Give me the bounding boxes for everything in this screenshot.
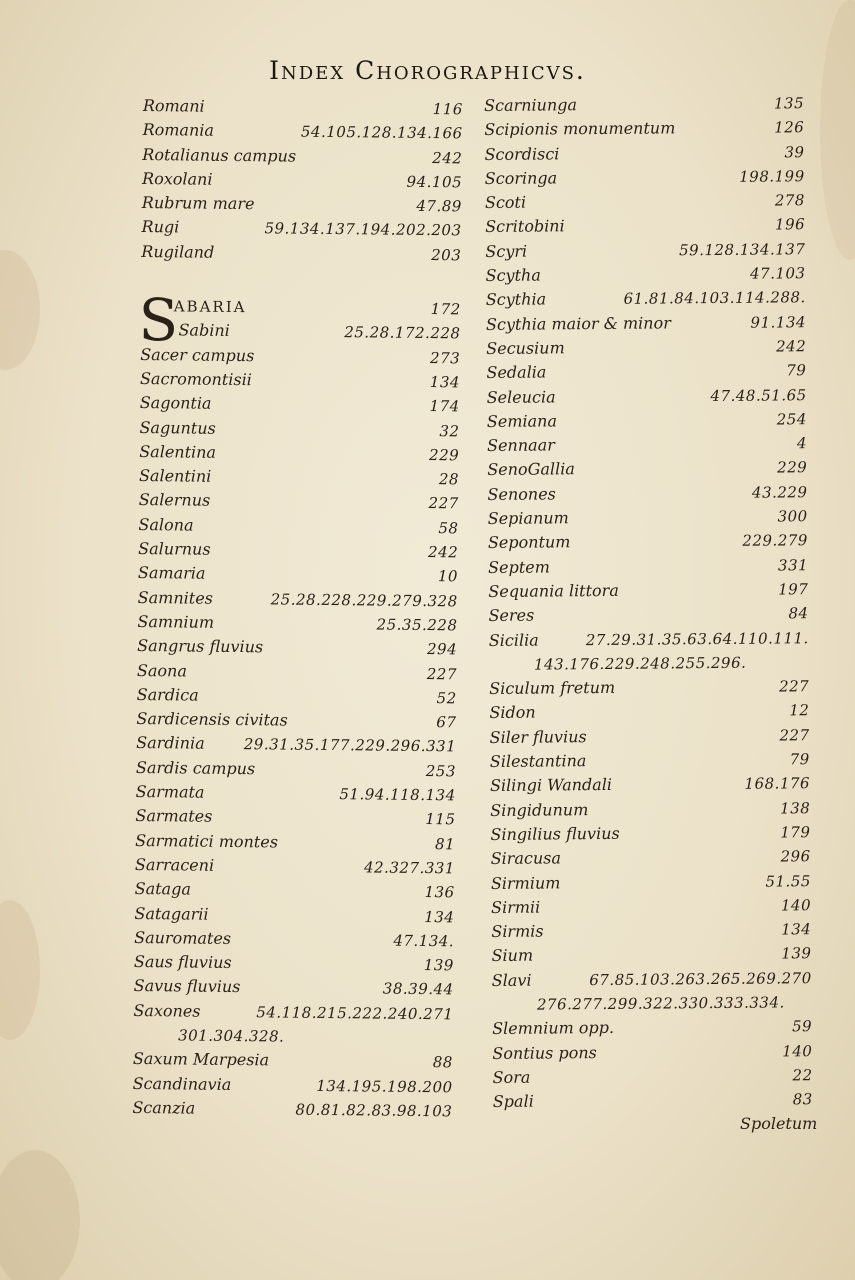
index-entry — [137, 610, 467, 638]
drop-cap: S — [138, 286, 179, 355]
index-entry — [137, 634, 467, 662]
entry-name: Sirmis — [491, 921, 544, 942]
index-entry — [486, 334, 816, 361]
entry-name: ABARIA — [173, 297, 247, 317]
index-entry — [142, 167, 472, 195]
entry-pages: 198.199 — [739, 167, 805, 186]
index-entry — [139, 416, 469, 444]
index-entry — [133, 999, 463, 1027]
catchword: Spoletum — [740, 1114, 818, 1133]
index-entry — [487, 480, 817, 507]
index-entry — [485, 261, 815, 288]
index-entry — [490, 820, 820, 847]
entry-name: Seres — [488, 605, 535, 626]
index-entry — [134, 901, 464, 929]
entry-pages: 58 — [438, 518, 459, 538]
entry-pages: 126 — [774, 118, 805, 137]
entry-pages: 294 — [426, 640, 458, 659]
index-entry — [135, 853, 465, 881]
index-entry-continuation — [133, 1023, 463, 1051]
entry-name: Sepianum — [487, 508, 569, 529]
entry-pages: 51.94.118.134 — [339, 785, 456, 805]
entry-pages: 174 — [429, 397, 460, 416]
entry-name: Sardicensis civitas — [136, 709, 288, 730]
index-entry — [140, 343, 470, 371]
index-entry — [142, 191, 472, 219]
index-entry — [134, 950, 464, 978]
index-entry — [138, 561, 468, 589]
entry-pages: 39 — [784, 142, 805, 161]
index-entry — [138, 513, 468, 541]
entry-pages: 115 — [425, 810, 456, 829]
index-entry — [484, 91, 814, 118]
entry-pages: 242 — [432, 148, 463, 167]
index-entry — [139, 440, 469, 468]
entry-pages: 43.229 — [751, 482, 808, 502]
entry-name: Sangrus fluvius — [137, 636, 264, 657]
entry-name: Silingi Wandali — [489, 775, 613, 796]
entry-pages: 54.118.215.222.240.271 — [256, 1002, 454, 1023]
entry-name: Salentini — [138, 466, 212, 486]
entry-pages: 38.39.44 — [382, 979, 454, 999]
entry-name: Silestantina — [489, 751, 587, 771]
index-entry — [132, 1096, 462, 1124]
index-entry — [134, 974, 464, 1002]
index-entry — [484, 115, 814, 142]
entry-pages: 10 — [437, 567, 459, 586]
index-entry — [487, 407, 817, 434]
index-entry — [487, 456, 817, 483]
entry-name: Spali — [492, 1091, 534, 1112]
index-entry — [133, 1047, 463, 1075]
entry-name: Saxones — [133, 1000, 201, 1021]
entry-pages: 32 — [439, 421, 460, 440]
entry-pages: 52 — [436, 688, 457, 708]
entry-name: Slemnium opp. — [492, 1018, 615, 1039]
index-entry — [492, 1039, 822, 1066]
index-entry — [491, 941, 821, 968]
index-entry — [140, 391, 470, 419]
entry-pages: 140 — [780, 895, 812, 915]
entry-name: Salentina — [139, 441, 217, 462]
entry-name: Rotalianus campus — [142, 144, 297, 166]
index-entry — [489, 626, 819, 653]
entry-pages: 301.304.328. — [178, 1026, 285, 1046]
index-entry — [135, 877, 465, 905]
index-entry — [141, 240, 471, 268]
entry-name: Slavi — [491, 970, 532, 990]
entry-pages: 227 — [428, 494, 459, 513]
paper-stain — [0, 1150, 80, 1280]
entry-name: Saguntus — [139, 417, 216, 438]
entry-name: Sora — [492, 1067, 531, 1087]
section-gap — [141, 264, 471, 297]
entry-pages: 80.81.82.83.98.103 — [295, 1100, 453, 1121]
entry-name: Semiana — [486, 411, 558, 431]
index-entry — [485, 213, 815, 240]
entry-pages: 253 — [425, 761, 457, 781]
entry-name: Scythia maior & minor — [485, 313, 671, 334]
entry-pages: 84 — [788, 604, 809, 623]
entry-name: Singidunum — [490, 799, 589, 820]
index-entry — [136, 756, 466, 784]
entry-name: Scandinavia — [132, 1073, 232, 1094]
entry-pages: 138 — [780, 798, 811, 818]
index-entry — [485, 164, 815, 191]
entry-pages: 196 — [774, 215, 806, 234]
entry-name: Samnium — [137, 611, 215, 632]
index-entry — [492, 1063, 822, 1090]
entry-pages: 296 — [780, 847, 811, 866]
entry-name: Senones — [487, 484, 556, 504]
index-entry — [488, 577, 818, 604]
entry-name: Savus fluvius — [133, 976, 241, 997]
entry-pages: 276.277.299.322.330.333.334. — [536, 993, 785, 1014]
index-entry — [133, 1072, 463, 1100]
entry-name: Rubrum mare — [141, 193, 255, 214]
entry-name: Saona — [136, 660, 188, 681]
index-entry — [486, 310, 816, 337]
index-entry — [491, 844, 821, 871]
entry-pages: 227 — [778, 677, 810, 696]
entry-name: Sontius pons — [492, 1042, 597, 1063]
entry-pages: 12 — [789, 701, 810, 720]
index-entry — [139, 464, 469, 492]
entry-pages: 88 — [432, 1053, 453, 1072]
entry-pages: 83 — [792, 1090, 813, 1109]
index-entry — [135, 804, 465, 832]
entry-pages: 4 — [796, 434, 808, 453]
index-entry — [492, 966, 822, 993]
entry-name: Sennaar — [486, 435, 555, 456]
entry-name: Sarmata — [135, 781, 205, 802]
entry-name: Scarniunga — [484, 95, 578, 115]
entry-name: Sequania littora — [488, 580, 619, 601]
entry-name: Scritobini — [485, 216, 565, 237]
entry-name: Sardinia — [136, 733, 205, 754]
left-index-column — [132, 94, 473, 1124]
index-entry — [134, 926, 464, 954]
entry-name: Scoti — [484, 192, 527, 213]
index-entry — [487, 383, 817, 410]
entry-pages: 197 — [778, 580, 809, 599]
index-entry — [489, 699, 819, 726]
entry-name: Sarmatici montes — [135, 830, 279, 852]
index-entry — [139, 488, 469, 516]
paper-stain — [0, 250, 40, 370]
entry-pages: 59 — [791, 1017, 813, 1036]
entry-pages: 94.105 — [406, 172, 463, 192]
entry-pages: 25.28.172.228 — [344, 323, 461, 343]
entry-name: Rugi — [141, 217, 180, 237]
entry-pages: 172 — [430, 300, 461, 319]
entry-pages: 28 — [438, 470, 460, 489]
index-entry — [490, 796, 820, 823]
index-entry — [485, 237, 815, 264]
entry-pages: 116 — [432, 100, 463, 119]
index-entry — [486, 358, 816, 385]
index-entry — [492, 1014, 822, 1041]
index-entry — [488, 528, 818, 555]
paper-stain — [0, 900, 40, 1040]
entry-name: Sidon — [489, 702, 536, 723]
entry-pages: 278 — [774, 191, 806, 210]
entry-name: Scyri — [485, 241, 528, 261]
entry-name: Siracusa — [490, 848, 562, 869]
index-entry — [136, 707, 466, 735]
entry-pages: 51.55 — [765, 871, 811, 891]
entry-pages: 229 — [429, 445, 460, 465]
entry-name: Sirmii — [491, 897, 541, 917]
index-entry — [142, 143, 472, 171]
index-entry — [484, 140, 814, 167]
entry-pages: 227 — [426, 664, 458, 683]
entry-name: Saxum Marpesia — [132, 1049, 270, 1070]
index-entry — [490, 723, 820, 750]
entry-name: Romani — [142, 95, 205, 116]
entry-name: Sium — [491, 945, 534, 966]
index-entry — [143, 94, 473, 122]
entry-name: SenoGallia — [487, 459, 575, 480]
entry-name: Sardis campus — [135, 757, 256, 778]
entry-name: Sauromates — [134, 927, 232, 948]
index-entry — [142, 118, 472, 146]
index-entry — [135, 829, 465, 857]
entry-pages: 140 — [782, 1041, 813, 1061]
entry-name: Roxolani — [142, 168, 213, 189]
entry-pages: 67.85.103.263.265.269.270 — [589, 968, 812, 989]
entry-pages: 134 — [424, 907, 455, 926]
entry-pages: 331 — [777, 555, 809, 575]
entry-name: Sicilia — [488, 630, 539, 650]
entry-name: Siler fluvius — [489, 726, 587, 747]
entry-name: Salernus — [138, 490, 211, 511]
index-entry — [138, 586, 468, 614]
entry-pages: 134 — [781, 920, 812, 939]
index-entry — [486, 285, 816, 312]
index-entry — [140, 367, 470, 395]
entry-pages: 300 — [777, 507, 808, 526]
entry-pages: 229 — [777, 458, 808, 477]
entry-pages: 273 — [430, 348, 461, 368]
entry-pages: 25.28.228.229.279.328 — [270, 590, 458, 610]
entry-pages: 59.134.137.194.202.203 — [264, 219, 462, 240]
index-entry — [488, 601, 818, 628]
entry-pages: 54.105.128.134.166 — [300, 122, 463, 143]
index-entry — [491, 893, 821, 920]
entry-pages: 242 — [427, 543, 459, 562]
entry-pages: 22 — [792, 1066, 813, 1085]
entry-pages: 139 — [781, 944, 812, 963]
entry-name: Scoringa — [484, 168, 558, 188]
entry-pages: 134.195.198.200 — [316, 1076, 453, 1096]
entry-pages: 135 — [773, 94, 805, 113]
entry-pages: 81 — [434, 834, 456, 853]
entry-pages: 143.176.229.248.255.296. — [533, 653, 747, 674]
entry-name: Seleucia — [486, 386, 556, 407]
index-entry — [485, 188, 815, 215]
entry-pages: 47.48.51.65 — [710, 385, 807, 405]
index-entry — [493, 1087, 823, 1114]
entry-name: Salona — [138, 514, 194, 535]
entry-name: Siculum fretum — [489, 678, 616, 699]
entry-pages: 136 — [424, 883, 455, 902]
entry-name: Sarmates — [135, 806, 213, 827]
entry-name: Sacer campus — [140, 344, 255, 365]
index-entry — [137, 683, 467, 711]
entry-name: Sagontia — [139, 393, 212, 413]
entry-pages: 134 — [429, 372, 461, 392]
index-entry — [488, 553, 818, 580]
entry-name: Salurnus — [138, 539, 211, 559]
entry-name: Sacromontisii — [139, 368, 252, 390]
entry-pages: 61.81.84.103.114.288. — [623, 288, 806, 309]
index-entry — [490, 771, 820, 798]
entry-name: Sirmium — [490, 872, 561, 893]
entry-pages: 47.103 — [750, 264, 806, 283]
index-entry — [487, 431, 817, 458]
entry-name: Samnites — [137, 587, 214, 608]
entry-pages: 227 — [779, 725, 810, 745]
entry-name: Septem — [488, 557, 550, 577]
entry-name: Satagarii — [134, 903, 209, 924]
index-entry — [489, 674, 819, 701]
entry-pages: 25.35.228 — [376, 615, 458, 635]
entry-pages: 47.89 — [416, 197, 462, 216]
index-entry — [490, 747, 820, 774]
index-entry — [491, 869, 821, 896]
entry-pages: 179 — [780, 823, 811, 842]
entry-name: Scanzia — [132, 1097, 196, 1118]
entry-pages: 139 — [423, 956, 454, 975]
index-entry — [488, 504, 818, 531]
index-entry-continuation — [489, 650, 819, 677]
page-title: Index Chorographicvs. — [269, 56, 586, 85]
index-entry — [137, 659, 467, 687]
entry-name: Samaria — [137, 563, 206, 584]
right-index-column — [484, 91, 823, 1114]
entry-name: Sataga — [134, 879, 192, 899]
entry-name: Sepontum — [487, 532, 571, 553]
index-entry — [140, 318, 470, 346]
index-entry — [491, 917, 821, 944]
entry-name: Secusium — [486, 338, 565, 358]
entry-pages: 242 — [775, 337, 807, 356]
entry-name: Singilius fluvius — [490, 823, 620, 844]
entry-name: Scordisci — [484, 143, 560, 164]
index-entry — [141, 215, 471, 243]
entry-pages: 91.134 — [750, 312, 807, 332]
entry-name: Rugiland — [141, 241, 215, 262]
index-entry-continuation — [492, 990, 822, 1017]
entry-pages: 229.279 — [742, 531, 808, 551]
entry-name: Romania — [142, 120, 215, 141]
entry-pages: 27.29.31.35.63.64.110.111. — [585, 628, 809, 649]
entry-name: Sabini — [178, 320, 230, 341]
entry-name: Scytha — [485, 265, 541, 286]
entry-name: Saus fluvius — [133, 952, 232, 973]
paper-stain — [820, 0, 855, 260]
entry-name: Sedalia — [486, 362, 547, 383]
index-entry — [136, 731, 466, 759]
entry-pages: 67 — [436, 713, 457, 732]
entry-pages: 47.134. — [393, 931, 455, 951]
entry-name: Scipionis monumentum — [484, 118, 676, 140]
index-entry — [136, 780, 466, 808]
entry-name: Sardica — [136, 684, 199, 705]
entry-pages: 203 — [431, 245, 462, 265]
index-entry — [138, 537, 468, 565]
entry-pages: 168.176 — [744, 774, 811, 794]
entry-name: Sarraceni — [134, 854, 215, 875]
entry-pages: 29.31.35.177.229.296.331 — [243, 735, 457, 756]
entry-pages: 79 — [786, 361, 807, 380]
entry-pages: 59.128.134.137 — [678, 239, 806, 260]
entry-pages: 79 — [789, 750, 810, 769]
entry-name: Scythia — [485, 289, 547, 310]
entry-pages: 42.327.331 — [363, 858, 456, 878]
entry-pages: 254 — [776, 410, 807, 429]
